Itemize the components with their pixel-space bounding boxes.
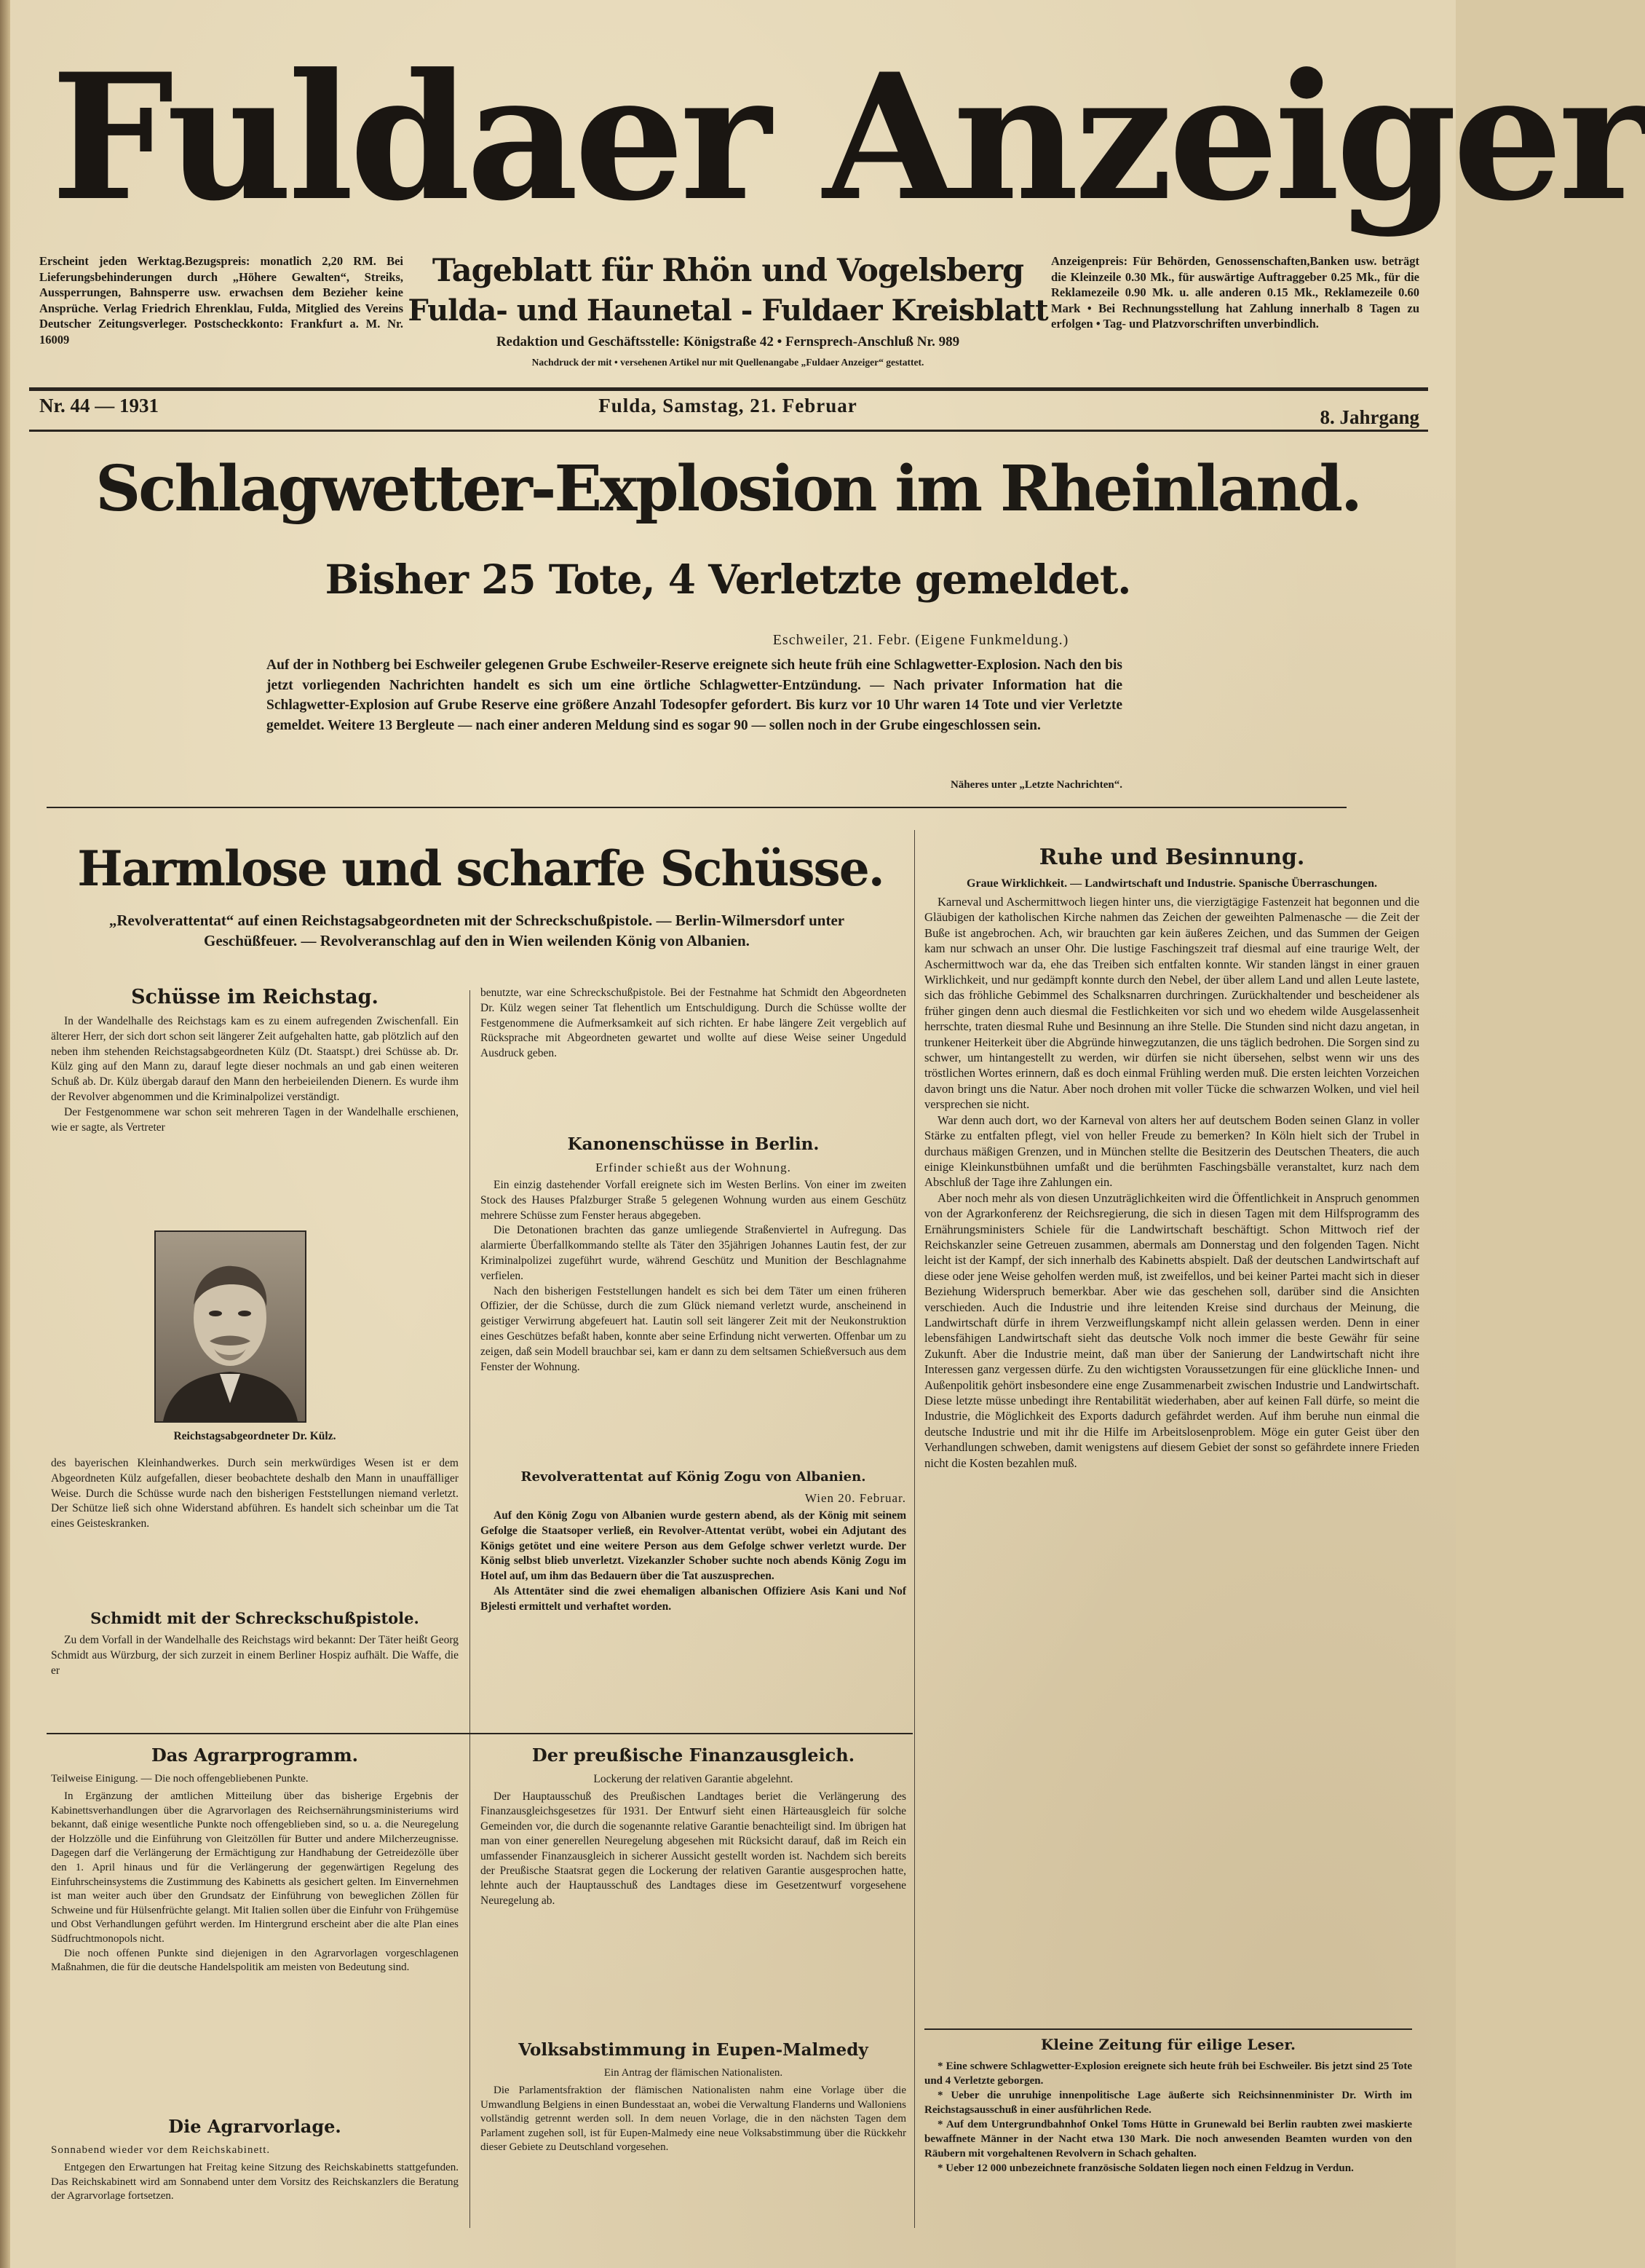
- kanonen-subheading: Erfinder schießt aus der Wohnung.: [595, 1161, 791, 1174]
- ruhe-heading: Ruhe und Besinnung.: [1039, 845, 1305, 870]
- reichstag-article: [51, 986, 459, 1135]
- reichstag-continued: [51, 1456, 459, 1532]
- finanz-subheading: Lockerung der relativen Garantie abgelehnt.: [593, 1773, 793, 1785]
- section-rule-bottom-left: [47, 1733, 913, 1734]
- masthead-title: Fuldaer Anzeiger: [51, 36, 1645, 240]
- agrarprogramm-heading: Das Agrarprogramm.: [151, 1745, 359, 1766]
- ruhe-paragraph-3: Aber noch mehr als von diesen Unzuträglichkeiten wird die Öffentlichkeit in Anspruch genommen von der Agrarkonferenz der Reichsregierung, die sich in diesen Tagen mit dem Hilfsprogramm des Ernährungsministers Schiele für die Landwirtschaft beschäftigt. Schon Mittwoch rief der Reichskanzler seine Getreuen zusammen, abermals am Donnerstag und den folgenden Tagen. Nicht leicht ist der Kampf, der sich innerhalb des Kabinetts abspielt. Daß der deutschen Landwirtschaft auf diese oder jene Weise geholfen werden muß, ist zweifellos, und bei keiner Partei macht sich in dieser Beziehung Widerspruch bemerkbar. Aber wie das geschehen soll, darüber sind die Ansichten verschieden. Auch die Industrie und ihre leitenden Kreise sind durchaus der Meinung, die Landwirtschaft dürfe in ihrem Verzweiflungskampf nicht allein gelassen werden. Denn in einer lebensfähigen Landwirtschaft sieht das deutsche Volk noch immer die beste Gewähr für seine Zukunft. Aber die Industrie meint, daß man über der Sanierung der Landwirtschaft nicht ihre Interessen ganz vergessen dürfe. Zu den wichtigsten Voraussetzungen für eine glückliche Innen- und Außenpolitik gehört insbesondere eine enge Zusammenarbeit zwischen Industrie und Landwirtschaft. Diese letzte müsse unbedingt ihre Rentabilität wiederhaben, aber auf keinen Fall dürfe, so meint die Industrie, die Möglichkeit des Exports dadurch gefährdet werden. Auf ihm beruhe nun einmal die deutsche Industrie und mit ihr die Hilfe im Arbeitslosenproblem. Möge ein guter Geist über den Verhandlungen schweben, damit wenigstens auf diesem Gebiet der sonst so gefährdete innere Frieden nicht die Kosten bezahlen muß.: [924, 1190, 1419, 1470]
- kuelz-portrait: [154, 1230, 306, 1423]
- ruhe-article: [924, 845, 1419, 1471]
- eupen-heading: Volksabstimmung in Eupen-Malmedy: [518, 2040, 868, 2060]
- zogu-paragraph-2: Als Attentäter sind die zwei ehemaligen albanischen Offiziere Asis Kani und Nof Bjelesti ermittelt und verhaftet worden.: [480, 1584, 906, 1613]
- kanonen-paragraph-3: Nach den bisherigen Feststellungen handelt es sich bei dem Täter um einen früheren Offizier, der die Schüsse, durch die zum Glück niemand verletzt wurde, anscheinend in geistiger Verwirrung abgefeuert hat. Lautin soll seit längerer Zeit mit der Neukonstruktion eines Geschützes befaßt haben, konnte aber seine Erfindung nicht verwerten. Offenbar um zu zeigen, daß sein Modell brauchbar sei, kam er dann zu dem seltsamen Schießversuch aus dem Fenster der Wohnung.: [480, 1284, 906, 1373]
- lead-dateline: Eschweiler, 21. Febr. (Eigene Funkmeldung.): [772, 632, 1069, 648]
- zogu-article: [480, 1469, 906, 1615]
- kurz-item-4: * Ueber 12 000 unbezeichnete französische Soldaten liegen noch einen Feldzug in Verdun.: [938, 2162, 1354, 2174]
- ruhe-paragraph-1: Karneval und Aschermittwoch liegen hinter uns, die vierzigtägige Fastenzeit hat begonnen und die Gläubigen der katholischen Kirche nahmen das Zeichen der geweihten Palmenasche — die Zeit der Buße ist angebrochen. Ach, wir brauchten gar kein äußeres Zeichen, und das Summen der Geigen kam nur schwach an unser Ohr. Die lustige Faschingszeit traf diesmal auf eine traurige Welt, der Aschermittwoch war da, ehe das Treiben sich entfalten konnte. Wir standen längst in einer grauen Wirklichkeit, und nur gedämpft konnte durch den Nebel, der über allem Land und allen Leute lastete, sich das fröhliche Gebimmel des Schalksnarren durchringen. Zurückhaltender und bescheidener als früher gingen denn auch diesmal die Festlichkeiten vor sich und wo ehedem wilde Ausgelassenheit herrschte, traten diesmal Ruhe und Besinnung an ihre Stelle. Die Stunden sind nicht dazu angetan, in trunkener Heiterkeit über die Abgründe hinwegzutanzen, die uns täglich bedrohen. Die Sorgen sind zu schwer, um hintangestellt zu werden, wir dürfen sie nicht übersehen, selbst wenn wir uns des tröstlichen Wortes erinnern, daß es doch einmal Frühling werden muß. Die ersten leichten Vorzeichen davon bringt uns die Natur. Aber noch drohen mit voller Tücke die schwarzen Wolken, und viel heil versprechen sie nicht.: [924, 895, 1419, 1112]
- place-date: Fulda, Samstag, 21. Februar: [598, 395, 857, 416]
- lead-headline: Schlagwetter-Explosion im Rheinland.: [95, 452, 1360, 526]
- subscription-notice: Erscheint jeden Werktag.Bezugspreis: monatlich 2,20 RM. Bei Lieferungsbehinderungen durch „Höhere Gewalten“, Streiks, Aussperrungen, Bahnsperre usw. erwachsen dem Bezieher keine Ansprüche. Verlag Friedrich Ehrenklau, Fulda, Mitglied des Vereins Deutscher Zeitungsverleger. Postscheckkonto: Frankfurt a. M. Nr. 16009: [39, 254, 403, 347]
- agrarprogramm-article: [51, 1745, 459, 1975]
- editorial-address: Redaktion und Geschäftsstelle: Königstraße 42 • Fernsprech-Anschluß Nr. 989: [496, 334, 960, 349]
- reprint-notice: Nachdruck der mit • versehenen Artikel nur mit Quellenangabe „Fuldaer Anzeiger“ gestattet.: [531, 357, 924, 368]
- harmlose-deck: „Revolverattentat“ auf einen Reichstagsabgeordneten mit der Schreckschußpistole. — Berlin-Wilmersdorf unter Geschüßfeuer. — Revolveranschlag auf den in Wien weilenden König von Albanien.: [108, 912, 845, 949]
- volume: 8. Jahrgang: [1320, 406, 1419, 428]
- zogu-dateline: Wien 20. Februar.: [804, 1491, 906, 1505]
- eupen-paragraph-1: Die Parlamentsfraktion der flämischen Nationalisten nahm eine Vorlage über die Umwandlung Belgiens in einen Bundesstaat an, wobei die Verwaltung Flanderns und Walloniens vollständig getrennt werden soll. In dem neuen Vorlage, die in den nächsten Tagen dem Parlament zugehen soll, ist für Eupen-Malmedy eine neue Volksabstimmung über die Rückkehr dieser Gebiete zu Deutschland vorgesehen.: [480, 2085, 906, 2154]
- zogu-paragraph-1: Auf den König Zogu von Albanien wurde gestern abend, als der König mit seinem Gefolge die Staatsoper verließ, ein Revolver-Attentat verübt, wobei ein Adjutant des Königs getötet und eine weitere Person aus dem Gefolge schwer verletzt wurde. Der König selbst blieb unverletzt. Vizekanzler Schober suchte noch abends König Zogu im Hotel auf, um ihm das Bedauern über die Tat auszusprechen.: [480, 1509, 906, 1583]
- kanonen-paragraph-2: Die Detonationen brachten das ganze umliegende Straßenviertel in Aufregung. Das alarmierte Überfallkommando stellte als Täter den 35jährigen Johannes Lautin fest, der zur Kriminalpolizei zugeführt wurde, während Geschütz und Munition der Beschlagnahme verfielen.: [480, 1224, 906, 1282]
- zogu-heading: Revolverattentat auf König Zogu von Albanien.: [520, 1469, 866, 1485]
- masthead-rule-top: [29, 387, 1428, 391]
- ruhe-deck: Graue Wirklichkeit. — Landwirtschaft und Industrie. Spanische Überraschungen.: [967, 877, 1377, 890]
- portrait-figure: [156, 1232, 305, 1421]
- column-rule-1: [469, 990, 470, 2228]
- lead-subheadline: Bisher 25 Tote, 4 Verletzte gemeldet.: [325, 556, 1131, 603]
- finanz-paragraph-1: Der Hauptausschuß des Preußischen Landtages beriet die Verlängerung des Finanzausgleichsgesetzes für 1931. Der Entwurf sieht einen Härteausgleich für solche Gemeinden vor, die durch die sogenannte relative Garantie benachteiligt sind. Im übrigen hat man von einer generellen Neuregelung abgesehen mit Rücksicht darauf, daß im Reich ein umfassender Finanzausgleich in sicherer Aussicht gestellt worden ist. Nachdem sich bereits der Preußische Staatsrat gegen die Lockerung der relativen Garantie ausgesprochen hatte, lehnte auch der Hauptausschuß des Landtages diese im Gesetzentwurf vorgesehene Neuregelung ab.: [480, 1790, 906, 1907]
- schmidt-heading: Schmidt mit der Schreckschußpistole.: [90, 1609, 419, 1627]
- harmlose-headline: Harmlose und scharfe Schüsse.: [77, 840, 884, 897]
- lead-note: Näheres unter „Letzte Nachrichten“.: [950, 779, 1122, 791]
- subtitle-line-1: Tageblatt für Rhön und Vogelsberg: [432, 253, 1024, 289]
- schmidt-article: [51, 1609, 459, 1678]
- agrarvorlage-article: [51, 2116, 459, 2204]
- kurz-item-1: * Eine schwere Schlagwetter-Explosion ereignete sich heute früh bei Eschweiler. Bis jetzt sind 25 Tote und 4 Verletzte geborgen.: [924, 2060, 1412, 2087]
- reichstag-paragraph-2: Der Festgenommene war schon seit mehreren Tagen in der Wandelhalle erschienen, wie er sagte, als Vertreter: [51, 1105, 459, 1134]
- subtitle-line-2: Fulda- und Haunetal - Fuldaer Kreisblatt: [408, 293, 1048, 328]
- reichstag-heading: Schüsse im Reichstag.: [131, 986, 378, 1008]
- column-rule-2: [914, 830, 915, 2228]
- kanonen-paragraph-1: Ein einzig dastehender Vorfall ereignete sich im Westen Berlins. Von einer im zweiten Stock des Hauses Pfalzburger Straße 5 gelegenen Wohnung wurden aus einem Geschütz mehrere Schüsse zum Fenster heraus abgegeben.: [480, 1179, 906, 1222]
- agrarprogramm-paragraph-2: Die noch offenen Punkte sind diejenigen in den Agrarvorlagen vorgeschlagenen Maßnahmen, die für die deutsche Handelspolitik am meisten von Bedeutung sind.: [51, 1947, 459, 1974]
- kurz-item-2: * Ueber die unruhige innenpolitische Lage äußerte sich Reichsinnenminister Dr. Wirth im Reichstagsausschuß in einer ausführlichen Rede.: [924, 2090, 1412, 2116]
- eupen-article: [480, 2040, 906, 2155]
- kurz-box: [924, 2036, 1412, 2176]
- portrait-caption: Reichstagsabgeordneter Dr. Külz.: [173, 1430, 336, 1442]
- agrarvorlage-subheading: Sonnabend wieder vor dem Reichskabinett.: [51, 2144, 271, 2156]
- agrarvorlage-heading: Die Agrarvorlage.: [168, 2116, 341, 2137]
- finanz-article: [480, 1745, 906, 1908]
- kanonen-article: [480, 1134, 906, 1375]
- ruhe-paragraph-2: War denn auch dort, wo der Karneval von alters her auf deutschem Boden seinen Glanz in voller Stärke zu entfalten pflegt, viel von heller Freude zu bemerken? In Köln hielt sich der Trubel in durchaus mäßigen Grenzen, und in München stellte die Besitzerin des Deutschen Theaters, die auch einige Kleinkunstbühnen umfaßt und die berühmten Faschingsbälle veranstaltet, kurz nach dem Abschluß der Tage ihre Zahlungen ein.: [924, 1113, 1419, 1190]
- binding-edge: [0, 0, 10, 2268]
- advertising-rates: Anzeigenpreis: Für Behörden, Genossenschaften,Banken usw. beträgt die Kleinzeile 0.30 Mk., für auswärtige Auftraggeber 0.25 Mk., für die Reklamezeile 0.90 Mk. u. alle anderen 0.15 Mk., Reklamezeile 0.60 Mark • Bei Rechnungsstellung hat Zahlung innerhalb 8 Tagen zu erfolgen • Tag- und Platzvorschriften unverbindlich.: [1051, 254, 1419, 331]
- agrarprogramm-subheading: Teilweise Einigung. — Die noch offengebliebenen Punkte.: [51, 1773, 309, 1785]
- middle-paragraph-1: benutzte, war eine Schreckschußpistole. Bei der Festnahme hat Schmidt den Abgeordneten Dr. Külz wegen seiner Tat flehentlich um Entschuldigung. Durch die Schüsse wollte der Festgenommene die Aufmerksamkeit auf sich richten. Er habe längere Zeit vergeblich auf Rücksprache mit Abgeordneten gewartet und wollte auf diese Weise seiner Ungeduld Ausdruck geben.: [480, 987, 906, 1060]
- kurz-rule: [924, 2028, 1412, 2030]
- agrarprogramm-paragraph-1: In Ergänzung der amtlichen Mitteilung über das bisherige Ergebnis der Kabinettsverhandlungen über die Agrarvorlagen des Reichsernährungsministeriums wird bekannt, daß einige wesentliche Punkte noch offengeblieben sind, so u. a. die Neuregelung der Holzzölle und die Einführung von Gleitzöllen für Butter und andere Milcherzeugnisse. Dagegen darf die Verlängerung der Ermächtigung zur Handhabung der Getreidezölle über den 1. April hinaus und für die Verlängerung der gegenwärtigen Regelung des Einfuhrscheinsystems die Zustimmung des Kabinetts als gesichert gelten. Im Einvernehmen ist man weiter auch über den Grundsatz der Einführung von beweglichen Zöllen für Schweine und für Hülsenfrüchte gelangt. Mit Italien sollen über die Einfuhr von Frühgemüse und Obst Verhandlungen geführt werden. Im Hintergrund erscheint aber die alte Plan eines Südfruchtmonopols nicht.: [51, 1790, 459, 1945]
- kurz-item-3: * Auf dem Untergrundbahnhof Onkel Toms Hütte in Grunewald bei Berlin raubten zwei maskierte bewaffnete Männer in der Nacht etwa 130 Mark. Die noch anwesenden Beamten wurden von den Räubern mit vorgehaltenen Revolvern in Schach gehalten.: [924, 2119, 1412, 2160]
- schmidt-paragraph-1: Zu dem Vorfall in der Wandelhalle des Reichstags wird bekannt: Der Täter heißt Georg Schmidt aus Würzburg, der sich zurzeit in einem Berliner Hospiz aufhält. Die Waffe, die er: [51, 1634, 459, 1677]
- eupen-subheading: Ein Antrag der flämischen Nationalisten.: [603, 2067, 783, 2079]
- lead-rule: [47, 807, 1347, 808]
- middle-continuation: [480, 986, 906, 1062]
- issue-number: Nr. 44 — 1931: [39, 395, 159, 416]
- lead-body: Auf der in Nothberg bei Eschweiler gelegenen Grube Eschweiler-Reserve ereignete sich heute früh eine Schlagwetter-Explosion. Nach den bis jetzt vorliegenden Nachrichten handelt es sich um eine örtliche Schlagwetter-Entzündung. — Nach privater Information hat die Schlagwetter-Explosion auf Grube Reserve eine größere Anzahl Todesopfer gefordert. Bis kurz vor 10 Uhr waren 14 Tote und vier Verletzte gemeldet. Weitere 13 Bergleute — nach einer anderen Meldung sind es sogar 90 — sollen noch in der Grube eingeschlossen sein.: [266, 657, 1122, 733]
- finanz-heading: Der preußische Finanzausgleich.: [531, 1745, 855, 1766]
- reichstag-paragraph-3: des bayerischen Kleinhandwerkes. Durch sein merkwürdiges Wesen ist er dem Abgeordneten Külz aufgefallen, dieser beobachtete deshalb den Mann in unauffälliger Weise. Durch die Schüsse wurde nach den bisherigen Feststellungen niemand verletzt. Der Schütze ließ sich ohne Widerstand abführen. Es handelt sich scheinbar um die Tat eines Geisteskranken.: [51, 1457, 459, 1530]
- reichstag-paragraph-1: In der Wandelhalle des Reichstags kam es zu einem aufregenden Zwischenfall. Ein älterer Herr, der sich dort schon seit längerer Zeit aufgehalten hatte, gab plötzlich auf den neben ihm stehenden Reichstagsabgeordneten Külz (Dt. Staatspt.) drei Schüsse ab. Dr. Külz ging auf den Mann zu, darauf legte dieser nochmals an und gab einen weiteren Schuß ab. Dr. Külz übergab darauf den Mann den herbeieilenden Dienern. Es wurde ihm der Revolver abgenommen und die Kriminalpolizei verständigt.: [51, 1015, 459, 1103]
- kanonen-heading: Kanonenschüsse in Berlin.: [567, 1134, 820, 1154]
- agrarvorlage-paragraph-1: Entgegen den Erwartungen hat Freitag keine Sitzung des Reichskabinetts stattgefunden. Das Reichskabinett wird am Sonnabend unter dem Vorsitz des Reichskanzlers die Beratung der Agrarvorlage fortsetzen.: [51, 2162, 459, 2202]
- masthead-rule-bottom: [29, 430, 1428, 432]
- kurz-heading: Kleine Zeitung für eilige Leser.: [1041, 2036, 1296, 2053]
